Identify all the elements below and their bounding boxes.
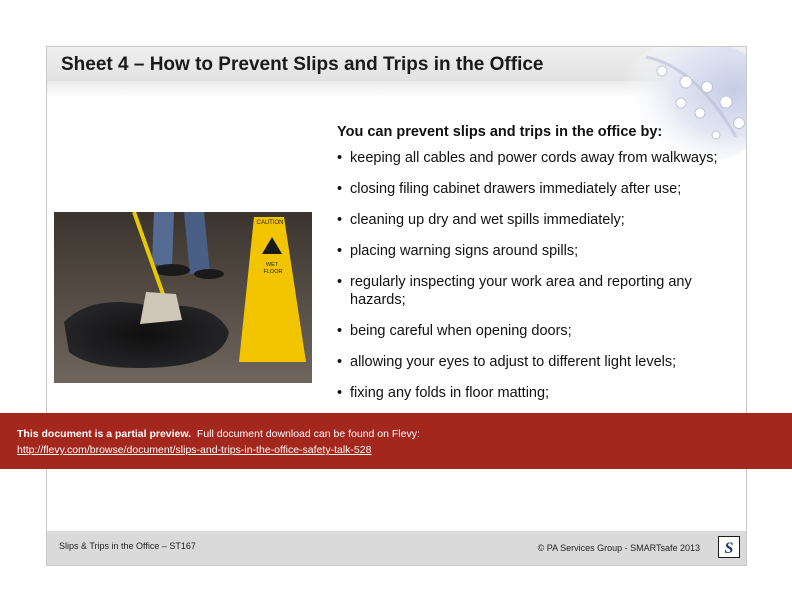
deco-dot [680,76,692,88]
smartsafe-logo-icon [718,536,740,558]
bullet-item: • being careful when opening doors; [337,322,737,340]
slide [46,46,747,566]
intro-heading: You can prevent slips and trips in the office by: [337,124,663,140]
deco-dot [720,96,732,108]
deco-dot [657,66,667,76]
banner-text: Full document download can be found on Flevy: [196,428,420,440]
bullet-item: • keeping all cables and power cords away from walkways; [337,149,737,167]
sign-text-wet: WET [265,262,279,268]
bullet-item: • allowing your eyes to adjust to different light levels; [337,353,737,371]
sign-text-floor: FLOOR [263,269,283,275]
deco-dot [712,131,720,139]
bullet-item: • fixing any folds in floor matting; [337,384,737,402]
deco-dot [676,98,686,108]
footer-title: Slips & Trips in the Office – ST167 [59,541,196,551]
banner-message [17,428,420,440]
bullet-item: • placing warning signs around spills; [337,242,737,260]
flevy-download-link[interactable]: http://flevy.com/browse/document/slips-and-trips-in-the-office-safety-talk-528 [17,444,372,456]
bullet-item: • cleaning up dry and wet spills immediately; [337,211,737,229]
banner-bold-text: This document is a partial preview. [17,428,192,440]
wet-floor-photo [54,212,312,383]
footer-bar [47,531,746,565]
bullet-item: • regularly inspecting your work area and reporting any hazards; [337,273,737,309]
deco-dot [734,118,745,129]
footer-copyright: © PA Services Group - SMARTsafe 2013 [537,543,700,553]
deco-dot [702,82,713,93]
page-title: Sheet 4 – How to Prevent Slips and Trips in the Office [61,54,544,75]
svg-text:S: S [724,540,734,557]
sign-text-caution: CAUTION [256,220,284,226]
deco-dot [695,108,705,118]
preview-banner [0,413,792,469]
bullet-item: • closing filing cabinet drawers immediately after use; [337,180,737,198]
